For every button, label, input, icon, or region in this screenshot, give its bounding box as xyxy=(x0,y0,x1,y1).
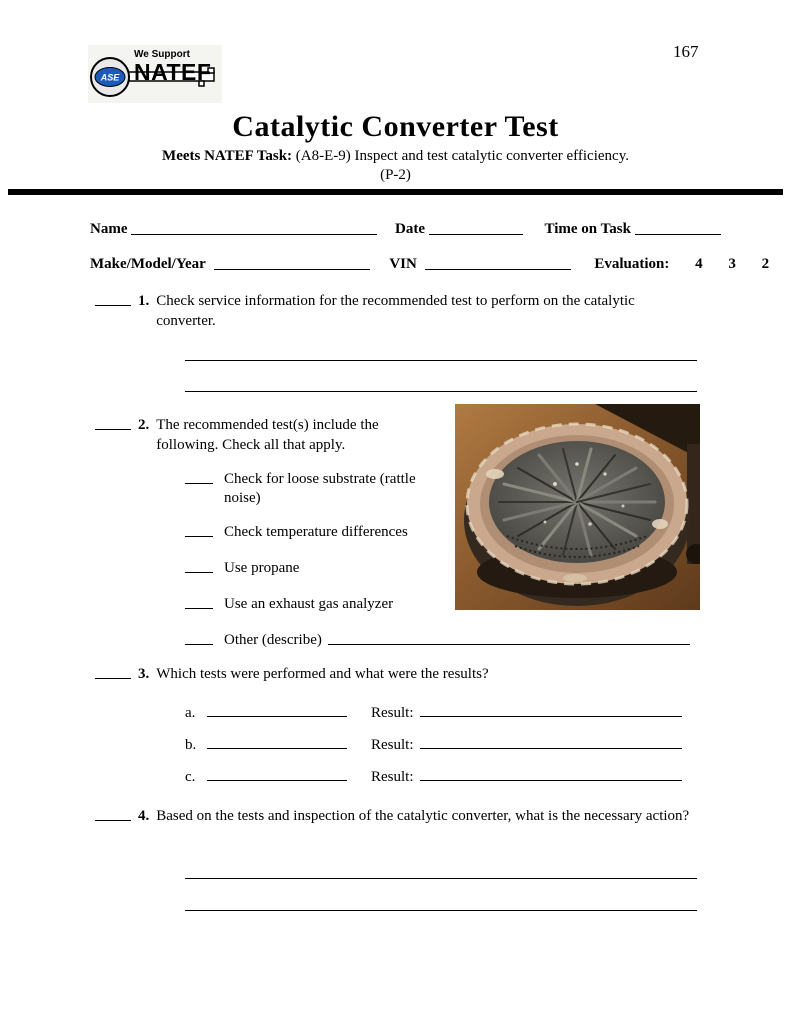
priority-label: (P-2) xyxy=(380,167,411,183)
time-blank xyxy=(635,221,721,235)
question-1-number: 1. xyxy=(138,293,150,309)
eval-value-3: 3 xyxy=(728,256,736,272)
make-label: Make/Model/Year xyxy=(90,256,206,272)
result-row-b xyxy=(185,735,682,754)
question-1-text: Check service information for the recommended test to perform on the catalytic converter. xyxy=(156,293,635,329)
question-3-text: Which tests were performed and what were the results? xyxy=(156,666,489,682)
option-other xyxy=(185,631,690,650)
result-c-label: Result: xyxy=(371,769,414,785)
task-line xyxy=(0,148,791,165)
result-c-result-blank xyxy=(420,767,682,781)
option-temperature xyxy=(185,523,408,542)
date-label: Date xyxy=(395,221,425,237)
eval-value-4: 4 xyxy=(695,256,703,272)
question-3-check-blank xyxy=(95,664,131,679)
option-1-label: Check for loose substrate (rattle noise) xyxy=(224,471,416,506)
divider-bar xyxy=(8,189,783,195)
question-2-number: 2. xyxy=(138,417,150,433)
question-2 xyxy=(95,415,408,455)
result-row-c xyxy=(185,767,682,786)
option-2-check-blank xyxy=(185,523,213,537)
question-4-answer-line-2 xyxy=(185,910,697,911)
option-other-label: Other (describe) xyxy=(224,632,322,648)
logo-name: NATEF xyxy=(134,59,212,85)
eval-label: Evaluation: xyxy=(594,256,670,272)
eval-value-2: 2 xyxy=(761,256,770,272)
result-c-letter: c. xyxy=(185,769,196,785)
question-1-answer-line-2 xyxy=(185,391,697,392)
vehicle-row xyxy=(90,256,791,273)
catalytic-converter-photo xyxy=(455,404,700,610)
option-3-label: Use propane xyxy=(224,560,300,576)
make-blank xyxy=(214,256,370,270)
option-3-check-blank xyxy=(185,559,213,573)
date-blank xyxy=(429,221,523,235)
option-4-label: Use an exhaust gas analyzer xyxy=(224,596,394,612)
result-a-result-blank xyxy=(420,703,682,717)
name-label: Name xyxy=(90,221,128,237)
option-4-check-blank xyxy=(185,595,213,609)
page-number: 167 xyxy=(673,42,699,61)
result-row-a xyxy=(185,703,682,722)
option-2-label: Check temperature differences xyxy=(224,524,408,540)
option-other-check-blank xyxy=(185,631,213,645)
question-4 xyxy=(95,806,701,826)
result-a-letter: a. xyxy=(185,705,196,721)
result-b-result-blank xyxy=(420,735,682,749)
result-b-test-blank xyxy=(207,735,347,749)
task-label: Meets NATEF Task: xyxy=(162,148,293,164)
question-3-number: 3. xyxy=(138,666,150,682)
question-2-check-blank xyxy=(95,415,131,430)
vin-label: VIN xyxy=(389,256,417,272)
option-1-check-blank xyxy=(185,470,213,484)
name-row xyxy=(90,221,721,238)
svg-text:ASE: ASE xyxy=(100,72,120,83)
question-4-answer-line-1 xyxy=(185,878,697,879)
result-b-letter: b. xyxy=(185,737,197,753)
option-loose-substrate xyxy=(185,470,436,508)
name-blank xyxy=(131,221,377,235)
task-text: (A8-E-9) Inspect and test catalytic converter efficiency. xyxy=(295,148,629,164)
question-1 xyxy=(95,291,688,331)
question-2-text: The recommended test(s) include the following. Check all that apply. xyxy=(156,417,379,453)
result-a-label: Result: xyxy=(371,705,414,721)
option-gas-analyzer xyxy=(185,595,393,614)
time-label: Time on Task xyxy=(544,221,631,237)
question-3 xyxy=(95,664,489,684)
vin-blank xyxy=(425,256,571,270)
question-4-text: Based on the tests and inspection of the catalytic converter, what is the necessary action? xyxy=(156,808,690,824)
result-b-label: Result: xyxy=(371,737,414,753)
question-1-answer-line-1 xyxy=(185,360,697,361)
natef-logo xyxy=(88,45,222,103)
logo-tagline: We Support xyxy=(134,49,190,60)
option-propane xyxy=(185,559,299,578)
option-other-write-blank xyxy=(328,631,690,645)
question-4-check-blank xyxy=(95,806,131,821)
question-4-number: 4. xyxy=(138,808,150,824)
question-1-check-blank xyxy=(95,291,131,306)
page-title: Catalytic Converter Test xyxy=(232,110,559,143)
result-c-test-blank xyxy=(207,767,347,781)
result-a-test-blank xyxy=(207,703,347,717)
